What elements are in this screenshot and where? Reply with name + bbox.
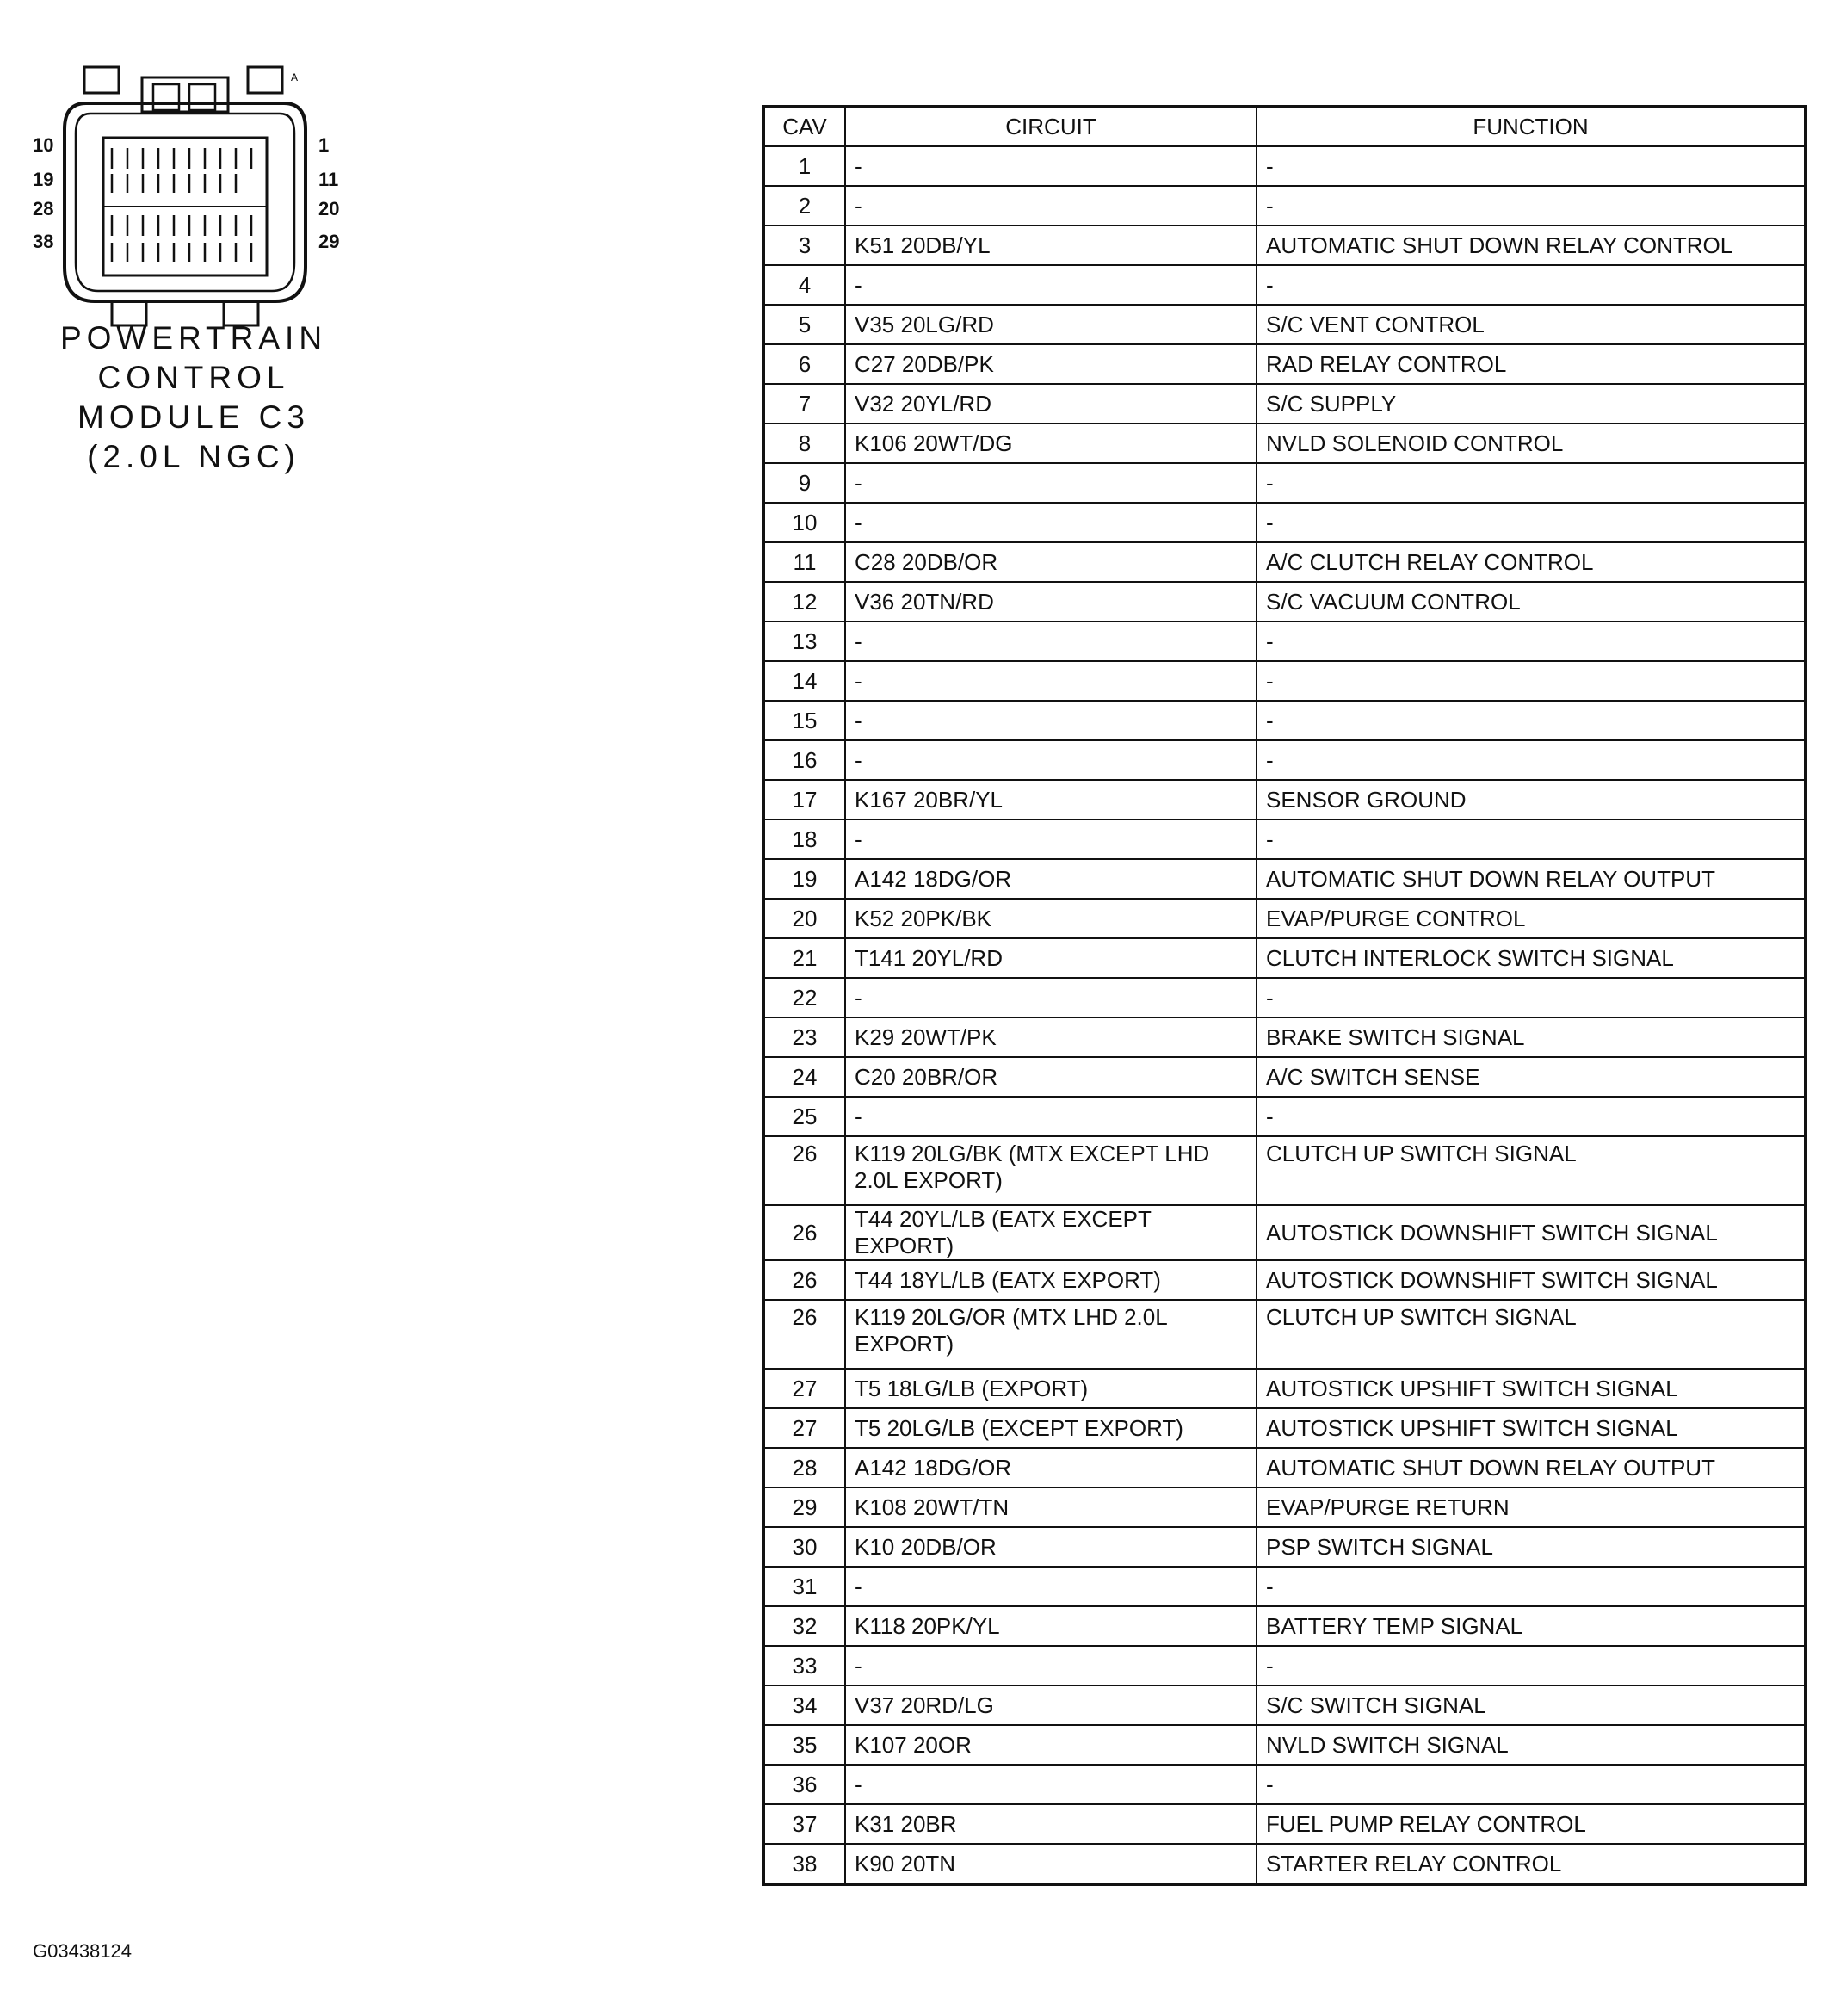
connector-title-line-1: POWERTRAIN (59, 320, 328, 356)
cav-cell: 24 (763, 1057, 845, 1097)
cav-cell: 11 (763, 542, 845, 582)
table-row (763, 1017, 1806, 1057)
table-row (763, 1765, 1806, 1804)
cav-cell: 2 (763, 186, 845, 226)
cav-cell: 27 (763, 1408, 845, 1448)
function-cell: S/C VENT CONTROL (1257, 305, 1806, 344)
circuit-cell: - (845, 1097, 1257, 1136)
circuit-cell: - (845, 621, 1257, 661)
table-row (763, 1369, 1806, 1408)
cav-cell: 14 (763, 661, 845, 701)
table-row (763, 305, 1806, 344)
circuit-cell: T44 18YL/LB (EATX EXPORT) (845, 1260, 1257, 1300)
connector-title-line-4: (2.0L NGC) (87, 439, 300, 474)
table-row (763, 1606, 1806, 1646)
cav-cell: 37 (763, 1804, 845, 1844)
table-row (763, 938, 1806, 978)
circuit-cell: K51 20DB/YL (845, 226, 1257, 265)
header-circuit: CIRCUIT (845, 107, 1257, 146)
circuit-cell: K167 20BR/YL (845, 780, 1257, 819)
cav-cell: 16 (763, 740, 845, 780)
table-row (763, 1567, 1806, 1606)
table-row (763, 740, 1806, 780)
cav-cell: 35 (763, 1725, 845, 1765)
function-cell: BATTERY TEMP SIGNAL (1257, 1606, 1806, 1646)
function-cell: - (1257, 186, 1806, 226)
circuit-cell: - (845, 463, 1257, 503)
svg-text:A: A (291, 71, 299, 83)
function-cell: AUTOSTICK UPSHIFT SWITCH SIGNAL (1257, 1369, 1806, 1408)
table-row (763, 582, 1806, 621)
function-cell: NVLD SWITCH SIGNAL (1257, 1725, 1806, 1765)
table-row (763, 503, 1806, 542)
circuit-cell: A142 18DG/OR (845, 859, 1257, 899)
function-cell: - (1257, 1097, 1806, 1136)
circuit-cell: V37 20RD/LG (845, 1685, 1257, 1725)
function-cell: - (1257, 503, 1806, 542)
circuit-cell: T44 20YL/LB (EATX EXCEPT EXPORT) (845, 1205, 1257, 1260)
circuit-cell: - (845, 503, 1257, 542)
table-row (763, 1057, 1806, 1097)
table-row (763, 621, 1806, 661)
circuit-cell: K31 20BR (845, 1804, 1257, 1844)
function-cell: - (1257, 265, 1806, 305)
circuit-cell: - (845, 1765, 1257, 1804)
circuit-cell: T5 20LG/LB (EXCEPT EXPORT) (845, 1408, 1257, 1448)
function-cell: EVAP/PURGE CONTROL (1257, 899, 1806, 938)
header-function: FUNCTION (1257, 107, 1806, 146)
table-row (763, 859, 1806, 899)
function-cell: RAD RELAY CONTROL (1257, 344, 1806, 384)
table-body (763, 146, 1806, 1884)
function-cell: PSP SWITCH SIGNAL (1257, 1527, 1806, 1567)
cav-cell: 36 (763, 1765, 845, 1804)
function-cell: - (1257, 463, 1806, 503)
pin-label-right-3: 20 (318, 198, 340, 220)
figure-id: G03438124 (33, 1940, 132, 1962)
cav-cell: 18 (763, 819, 845, 859)
cav-cell: 25 (763, 1097, 845, 1136)
circuit-cell: C28 20DB/OR (845, 542, 1257, 582)
function-cell: - (1257, 1646, 1806, 1685)
table-row (763, 978, 1806, 1017)
cav-cell: 32 (763, 1606, 845, 1646)
function-cell: STARTER RELAY CONTROL (1257, 1844, 1806, 1884)
function-cell: A/C SWITCH SENSE (1257, 1057, 1806, 1097)
function-cell: EVAP/PURGE RETURN (1257, 1487, 1806, 1527)
table-row (763, 542, 1806, 582)
pinout-table (762, 105, 1807, 1886)
circuit-cell: - (845, 265, 1257, 305)
function-cell: SENSOR GROUND (1257, 780, 1806, 819)
function-cell: S/C VACUUM CONTROL (1257, 582, 1806, 621)
table-row (763, 186, 1806, 226)
connector-title-line-3: MODULE C3 (77, 399, 310, 435)
pin-label-left-2: 19 (33, 169, 54, 190)
function-cell: - (1257, 740, 1806, 780)
cav-cell: 22 (763, 978, 845, 1017)
function-cell: AUTOSTICK DOWNSHIFT SWITCH SIGNAL (1257, 1205, 1806, 1260)
circuit-cell: - (845, 186, 1257, 226)
cav-cell: 12 (763, 582, 845, 621)
cav-cell: 17 (763, 780, 845, 819)
function-cell: CLUTCH UP SWITCH SIGNAL (1257, 1136, 1806, 1205)
cav-cell: 9 (763, 463, 845, 503)
cav-cell: 3 (763, 226, 845, 265)
cav-cell: 8 (763, 424, 845, 463)
cav-cell: 38 (763, 1844, 845, 1884)
cav-cell: 19 (763, 859, 845, 899)
circuit-cell: K29 20WT/PK (845, 1017, 1257, 1057)
cav-cell: 7 (763, 384, 845, 424)
cav-cell: 15 (763, 701, 845, 740)
cav-cell: 10 (763, 503, 845, 542)
cav-cell: 13 (763, 621, 845, 661)
cav-cell: 27 (763, 1369, 845, 1408)
function-cell: AUTOMATIC SHUT DOWN RELAY OUTPUT (1257, 859, 1806, 899)
circuit-cell: K10 20DB/OR (845, 1527, 1257, 1567)
function-cell: - (1257, 819, 1806, 859)
table-row (763, 701, 1806, 740)
table-row (763, 146, 1806, 186)
connector-title-line-2: CONTROL (97, 360, 290, 395)
cav-cell: 34 (763, 1685, 845, 1725)
circuit-cell: K119 20LG/BK (MTX EXCEPT LHD 2.0L EXPORT) (845, 1136, 1257, 1205)
table-row (763, 424, 1806, 463)
cav-cell: 26 (763, 1205, 845, 1260)
function-cell: - (1257, 1567, 1806, 1606)
table-row (763, 1408, 1806, 1448)
circuit-cell: - (845, 740, 1257, 780)
table-header-row (763, 107, 1806, 146)
table-row (763, 1804, 1806, 1844)
table-row (763, 1136, 1806, 1205)
cav-cell: 6 (763, 344, 845, 384)
circuit-cell: K118 20PK/YL (845, 1606, 1257, 1646)
function-cell: - (1257, 146, 1806, 186)
function-cell: - (1257, 661, 1806, 701)
circuit-cell: - (845, 1567, 1257, 1606)
pin-label-right-4: 29 (318, 231, 340, 252)
circuit-cell: V36 20TN/RD (845, 582, 1257, 621)
table-row (763, 1527, 1806, 1567)
cav-cell: 30 (763, 1527, 845, 1567)
function-cell: S/C SUPPLY (1257, 384, 1806, 424)
table-row (763, 463, 1806, 503)
function-cell: BRAKE SWITCH SIGNAL (1257, 1017, 1806, 1057)
cav-cell: 20 (763, 899, 845, 938)
pin-label-right-1: 1 (318, 134, 330, 156)
circuit-cell: - (845, 978, 1257, 1017)
connector-diagram (17, 52, 353, 327)
cav-cell: 26 (763, 1260, 845, 1300)
function-cell: - (1257, 978, 1806, 1017)
circuit-cell: V32 20YL/RD (845, 384, 1257, 424)
cav-cell: 23 (763, 1017, 845, 1057)
function-cell: NVLD SOLENOID CONTROL (1257, 424, 1806, 463)
circuit-cell: K119 20LG/OR (MTX LHD 2.0L EXPORT) (845, 1300, 1257, 1369)
table-row (763, 1260, 1806, 1300)
circuit-cell: K90 20TN (845, 1844, 1257, 1884)
pin-label-left-3: 28 (33, 198, 54, 220)
function-cell: - (1257, 1765, 1806, 1804)
function-cell: AUTOSTICK DOWNSHIFT SWITCH SIGNAL (1257, 1260, 1806, 1300)
circuit-cell: - (845, 701, 1257, 740)
table-row (763, 1725, 1806, 1765)
cav-cell: 26 (763, 1300, 845, 1369)
function-cell: AUTOMATIC SHUT DOWN RELAY OUTPUT (1257, 1448, 1806, 1487)
function-cell: AUTOMATIC SHUT DOWN RELAY CONTROL (1257, 226, 1806, 265)
table-row (763, 384, 1806, 424)
pin-label-left-4: 38 (33, 231, 54, 252)
table-row (763, 1300, 1806, 1369)
cav-cell: 1 (763, 146, 845, 186)
circuit-cell: C27 20DB/PK (845, 344, 1257, 384)
function-cell: CLUTCH UP SWITCH SIGNAL (1257, 1300, 1806, 1369)
table-row (763, 1844, 1806, 1884)
table-row (763, 1097, 1806, 1136)
table-row (763, 661, 1806, 701)
circuit-cell: A142 18DG/OR (845, 1448, 1257, 1487)
table-row (763, 1448, 1806, 1487)
table-row (763, 899, 1806, 938)
function-cell: CLUTCH INTERLOCK SWITCH SIGNAL (1257, 938, 1806, 978)
circuit-cell: K108 20WT/TN (845, 1487, 1257, 1527)
table-row (763, 1205, 1806, 1260)
function-cell: FUEL PUMP RELAY CONTROL (1257, 1804, 1806, 1844)
table-row (763, 1646, 1806, 1685)
table-row (763, 819, 1806, 859)
circuit-cell: V35 20LG/RD (845, 305, 1257, 344)
cav-cell: 33 (763, 1646, 845, 1685)
table-row (763, 226, 1806, 265)
circuit-cell: K52 20PK/BK (845, 899, 1257, 938)
connector-outline-icon (17, 52, 353, 327)
circuit-cell: - (845, 1646, 1257, 1685)
circuit-cell: - (845, 661, 1257, 701)
table-row (763, 265, 1806, 305)
table-row (763, 1685, 1806, 1725)
function-cell: S/C SWITCH SIGNAL (1257, 1685, 1806, 1725)
pin-label-left-1: 10 (33, 134, 54, 156)
pin-label-right-2: 11 (318, 169, 339, 190)
circuit-cell: - (845, 819, 1257, 859)
cav-cell: 4 (763, 265, 845, 305)
function-cell: - (1257, 701, 1806, 740)
function-cell: A/C CLUTCH RELAY CONTROL (1257, 542, 1806, 582)
cav-cell: 28 (763, 1448, 845, 1487)
circuit-cell: - (845, 146, 1257, 186)
header-cav: CAV (763, 107, 845, 146)
table-row (763, 1487, 1806, 1527)
table-row (763, 344, 1806, 384)
circuit-cell: T5 18LG/LB (EXPORT) (845, 1369, 1257, 1408)
function-cell: - (1257, 621, 1806, 661)
cav-cell: 21 (763, 938, 845, 978)
circuit-cell: K106 20WT/DG (845, 424, 1257, 463)
cav-cell: 31 (763, 1567, 845, 1606)
cav-cell: 26 (763, 1136, 845, 1205)
connector-title (52, 318, 336, 477)
cav-cell: 5 (763, 305, 845, 344)
circuit-cell: K107 20OR (845, 1725, 1257, 1765)
table-row (763, 780, 1806, 819)
function-cell: AUTOSTICK UPSHIFT SWITCH SIGNAL (1257, 1408, 1806, 1448)
circuit-cell: T141 20YL/RD (845, 938, 1257, 978)
cav-cell: 29 (763, 1487, 845, 1527)
circuit-cell: C20 20BR/OR (845, 1057, 1257, 1097)
